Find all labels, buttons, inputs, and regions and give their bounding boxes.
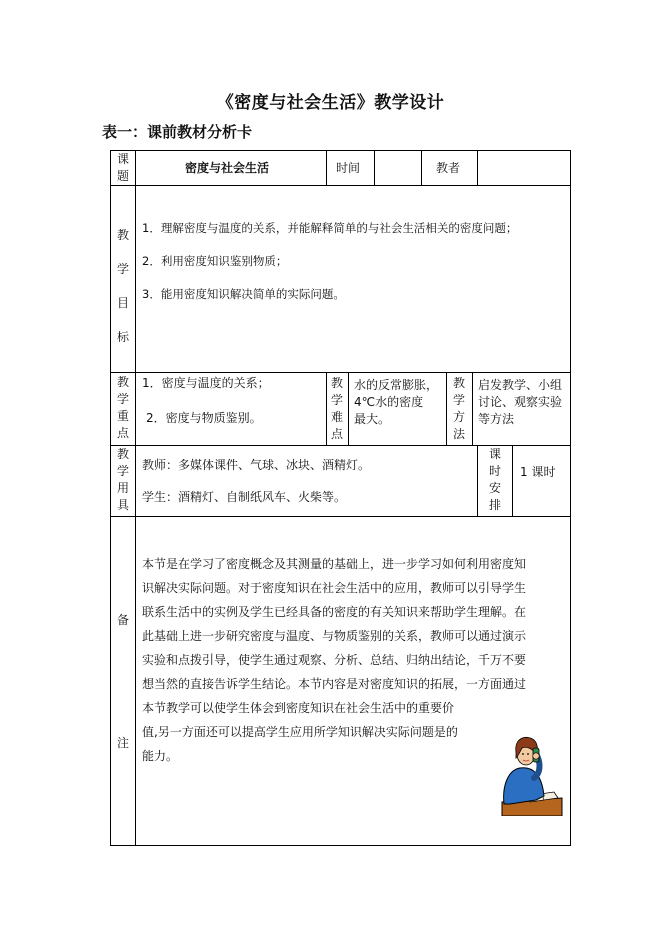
tools-label: 教 学 用 具: [116, 447, 129, 512]
keypoints-label: 教 学 重 点: [116, 375, 129, 440]
difficulty-line: 水的反常膨胀，: [354, 378, 439, 392]
notes-line: 值,另一方面还可以提高学生应用所学知识解决实际问题是的: [142, 725, 458, 739]
schedule-value: 1 课时: [520, 465, 556, 479]
goal-item: 2．利用密度知识鉴别物质；: [142, 254, 288, 268]
notes-paragraph: [142, 552, 526, 768]
notes-line: 想当然的直接告诉学生结论。本节内容是对密度知识的拓展，一方面通过: [142, 677, 527, 691]
document-title: 《密度与社会生活》教学设计: [216, 93, 445, 113]
teacher-label: 教者: [436, 161, 461, 175]
method-line: 启发教学、小组: [478, 378, 563, 392]
student-tools: 学生：酒精灯、自制纸风车、火柴等。: [142, 490, 347, 504]
notes-label-bottom: 注: [116, 736, 129, 750]
notes-line: 联系生活中的实例及学生已经具备的密度的有关知识来帮助学生理解。在: [142, 605, 527, 619]
woman-on-phone-illustration: [496, 728, 564, 816]
method-line: 讨论、观察实验: [478, 395, 563, 409]
goals-label: 教 学 目 标: [116, 228, 129, 344]
notes-line: 能力。: [142, 749, 179, 763]
goal-item: 3．能用密度知识解决简单的实际问题。: [142, 287, 345, 301]
keypoint-item: 2．密度与物质鉴别。: [146, 411, 262, 425]
method-line: 等方法: [478, 412, 515, 426]
notes-line: 实验和点拨引导，使学生通过观察、分析、总结、归纳出结论，千万不要: [142, 653, 527, 667]
notes-line: 本节教学可以使学生体会到密度知识在社会生活中的重要价: [142, 701, 455, 715]
time-label: 时间: [336, 161, 361, 175]
schedule-label: 课 时 安 排: [488, 447, 501, 512]
goal-item: 1．理解密度与温度的关系，并能解释简单的与社会生活相关的密度问题；: [142, 221, 518, 235]
table-caption: 表一：课前教材分析卡: [102, 123, 253, 141]
difficulty-label: 教 学 难 点: [330, 376, 343, 441]
notes-label-top: 备: [116, 613, 129, 627]
topic-label: 课 题: [116, 152, 129, 183]
notes-line: 本节是在学习了密度概念及其测量的基础上，进一步学习如何利用密度知: [142, 557, 527, 571]
difficulty-line: 最大。: [354, 412, 391, 426]
method-label: 教 学 方 法: [452, 376, 465, 441]
notes-line: 此基础上进一步研究密度与温度、与物质鉴别的关系，教师可以通过演示: [142, 629, 527, 643]
topic-value: 密度与社会生活: [185, 161, 270, 175]
keypoint-item: 1．密度与温度的关系；: [142, 376, 270, 390]
notes-line: 识解决实际问题。对于密度知识在社会生活中的应用，教师可以引导学生: [142, 581, 527, 595]
teacher-tools: 教师：多媒体课件、气球、冰块、酒精灯。: [142, 458, 371, 472]
difficulty-line: 4℃水的密度: [354, 395, 424, 409]
